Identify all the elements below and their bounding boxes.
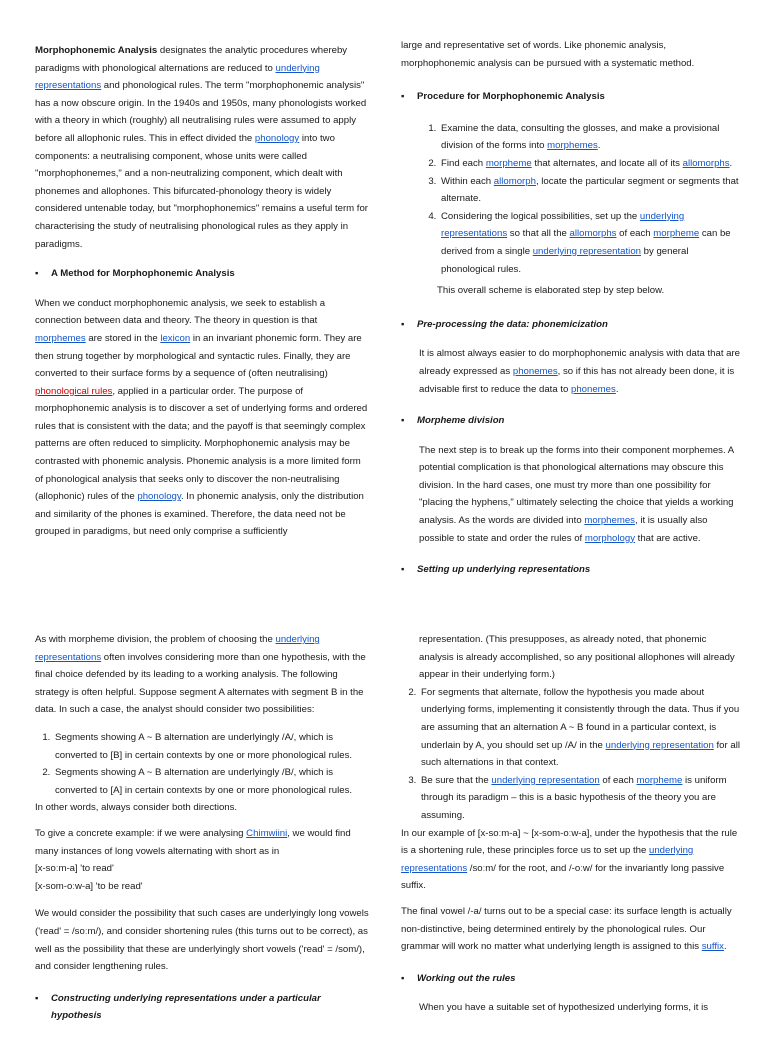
example-form-read: [x-soːm-a] 'to read' (35, 863, 114, 875)
link-morpheme[interactable]: morpheme (636, 774, 683, 786)
link-allomorphs[interactable]: allomorphs (682, 157, 730, 169)
bullet-icon: ▪ (401, 318, 405, 330)
intro-paragraph: Morphophonemic Analysis designates the analytic procedures whereby paradigms with phonological alternations are reduced to underlying representations and phonological rules. The term "morphophonemic analysis" has a now obscure origin. In the 1940s and 1950s, many phonologists worked with a theory in which (roughly) all neutralising rules were assumed to apply before all allophonic rules. This in effect divided the phonology into two components: a neutralising component, whose units were called "morphophonemes," and a non-neutralizing component, which dealt with phonemes and allophones. This bifurcated-phonology theory is widely considered untenable today, but "morphophonemics" remains a useful term for characterising the study of neutralising phonological rules as they apply in paradigms. (35, 45, 369, 250)
bullet-icon: ▪ (401, 564, 405, 576)
morpheme-division-paragraph: The next step is to break up the forms into their component morphemes. A potential complication is that phonological alternations may obscure this division. In the hard cases, one must try more than one possibility for "placing the hyphens," ultimately selecting the choice that yields a working analysis. As the words are divided into morphemes, it is usually also possible to state and order the rules of morphology that are active. (419, 444, 734, 544)
working-rules-heading: ▪ Working out the rules (401, 970, 741, 988)
example-form-be-read: [x-som-oːw-a] 'to be read' (35, 880, 143, 892)
continued-paragraph: large and representative set of words. Like phonemic analysis, morphophonemic analysis can be pursued with a systematic method. (401, 40, 695, 69)
scheme-note: This overall scheme is elaborated step by step below. (437, 285, 665, 297)
link-phonemes[interactable]: phonemes (512, 365, 558, 377)
method-paragraph: When we conduct morphophonemic analysis, we seek to establish a connection between data and theory. The theory in question is that morphemes are stored in the lexicon in an invariant phonemic form. They are then strung together by morphological and syntactic rules. Finally, they are converted to their surface forms by a sequence of (often neutralising) phonological rules, applied in a particular order. The purpose of morphophonemic analysis is to discover a set of underlying forms and ordered rules that is consistent with the data; and the payoff is that seemingly complex patterns are often reduced to simplicity. Morphophonemic analysis may be contrasted with phonemic analysis. Phonemic analysis is a more limited form of phonological analysis that seeks only to discover the non-neutralising (allophonic) rules of the phonology. In phonemic analysis, only the distribution and similarity of the phones is examined. Therefore, the data need not be grouped in paradigms, but need only comprise a sufficiently (35, 297, 368, 538)
link-suffix[interactable]: suffix (701, 941, 724, 953)
link-phonological-rules[interactable]: phonological rules (35, 385, 113, 397)
possibility-2: 2. Segments showing A ~ B alternation are underlyingly /B/, which is converted to [A] in certain contexts by one or more phonological rules. (53, 764, 370, 799)
link-phonology[interactable]: phonology (254, 132, 300, 144)
link-underlying-representation[interactable]: underlying representation (491, 774, 600, 786)
principle-3: 3. Be sure that the underlying representation of each morpheme is uniform through its paradigm – this is a basic hypothesis of the theory you are assuming. (419, 772, 741, 825)
consider-paragraph: We would consider the possibility that such cases are underlyingly long vowels ('read' = /soːm/), and consider shortening rules (this turns out to be correct), as well as the possibility that these are underlyingly short vowels ('read' = /som/), and consider lengthening rules. (35, 908, 369, 973)
bullet-icon: ▪ (35, 992, 39, 1004)
working-rules-paragraph: When you have a suitable set of hypothesized underlying forms, it is (419, 1002, 709, 1014)
representation-continued: representation. (This presupposes, as already noted, that phonemic analysis is already accomplished, so any positional allophones will already appear in their underlying form.) (419, 634, 735, 681)
principle-2: 2. For segments that alternate, follow the hypothesis you made about underlying forms, implementing it consistently through the data. Thus if you are assuming that an alternation A ~ B found in a particular context, is underlain by A, you should set up /A/ in the underlying representation for all such alternations in that context. (419, 684, 741, 772)
procedure-heading: ▪ Procedure for Morphophonemic Analysis (401, 88, 741, 106)
step-2: 2. Find each morpheme that alternates, and locate all of its allomorphs. (439, 155, 741, 173)
link-underlying-representations[interactable]: underlying representations (441, 210, 685, 240)
link-underlying-representations[interactable]: underlying representations (401, 845, 694, 874)
link-morpheme[interactable]: morpheme (653, 228, 700, 240)
step-4: 4. Considering the logical possibilities, set up the underlying representations so that all the allomorphs of each morpheme can be derived from a single underlying representation by general phonological rules. (439, 208, 741, 278)
link-underlying-representation[interactable]: underlying representation (605, 739, 714, 751)
page1-left-column (35, 42, 370, 551)
preprocessing-heading: ▪ Pre-processing the data: phonemicization (401, 316, 741, 334)
principles-list (401, 684, 741, 825)
page1-right-column (401, 37, 741, 591)
procedure-steps (421, 120, 741, 278)
constructing-heading: ▪ Constructing underlying representations under a particular hypothesis (35, 990, 370, 1025)
link-phonology[interactable]: phonology (137, 491, 181, 503)
link-chimwiini[interactable]: Chimwiini (246, 827, 288, 839)
final-vowel-paragraph: The final vowel /-a/ turns out to be a special case: its surface length is actually non-distinctive, being determined entirely by the phonological rules. Our grammar will work no matter what underlying length is assigned to this suffix. (401, 905, 732, 953)
possibilities-list (35, 729, 370, 799)
bullet-icon: ▪ (401, 91, 405, 103)
morpheme-division-heading: ▪ Morpheme division (401, 412, 741, 430)
link-underlying-representation[interactable]: underlying representation (532, 245, 641, 257)
bullet-icon: ▪ (35, 268, 39, 280)
preprocessing-paragraph: It is almost always easier to do morphophonemic analysis with data that are already expressed as phonemes, so if this has not already been done, it is advisable first to reduce the data to phonemes. (419, 348, 741, 395)
link-morphemes[interactable]: morphemes (35, 332, 86, 344)
setting-up-heading: ▪ Setting up underlying representations (401, 561, 741, 579)
both-directions: In other words, always consider both directions. (35, 802, 238, 814)
link-allomorph[interactable]: allomorph (493, 175, 536, 187)
bullet-icon: ▪ (401, 415, 405, 427)
step-1: 1. Examine the data, consulting the glosses, and make a provisional division of the forms into morphemes. (439, 120, 741, 155)
example-paragraph: In our example of [x-soːm-a] ~ [x-som-oːw-a], under the hypothesis that the rule is a shortening rule, these principles force us to set up the underlying representations /soːm/ for the root, and /-oːw/ for the invariantly long passive suffix. (401, 827, 738, 892)
page2-right-column (401, 631, 741, 1027)
possibility-1: 1. Segments showing A ~ B alternation are underlyingly /A/, which is converted to [B] in certain contexts by one or more phonological rules. (53, 729, 370, 764)
example-intro: To give a concrete example: if we were analysing Chimwiini, we would find many instances of long vowels alternating with short as in (35, 827, 351, 857)
bullet-icon: ▪ (401, 972, 405, 984)
page2-left-column (35, 631, 370, 1037)
link-allomorphs[interactable]: allomorphs (569, 228, 617, 240)
link-lexicon[interactable]: lexicon (160, 332, 191, 344)
link-phonemes[interactable]: phonemes (571, 383, 616, 395)
link-morphemes[interactable]: morphemes (584, 515, 635, 527)
step-3: 3. Within each allomorph, locate the particular segment or segments that alternate. (439, 173, 741, 208)
hypothesis-paragraph: As with morpheme division, the problem of choosing the underlying representations often involves considering more than one hypothesis, with the final choice defended by its leading to a working analysis. The following strategy is often helpful. Suppose segment A alternates with segment B in the data. In such a case, the analyst should consider two possibilities: (35, 634, 366, 716)
link-morphology[interactable]: morphology (584, 532, 635, 544)
method-heading: ▪ A Method for Morphophonemic Analysis (35, 265, 370, 283)
link-underlying-representations[interactable]: underlying representations (35, 62, 320, 92)
link-morphemes[interactable]: morphemes (547, 140, 598, 152)
link-underlying-representations[interactable]: underlying representations (35, 634, 320, 663)
term-bold: Morphophonemic Analysis (35, 45, 158, 56)
link-morpheme[interactable]: morpheme (485, 157, 532, 169)
